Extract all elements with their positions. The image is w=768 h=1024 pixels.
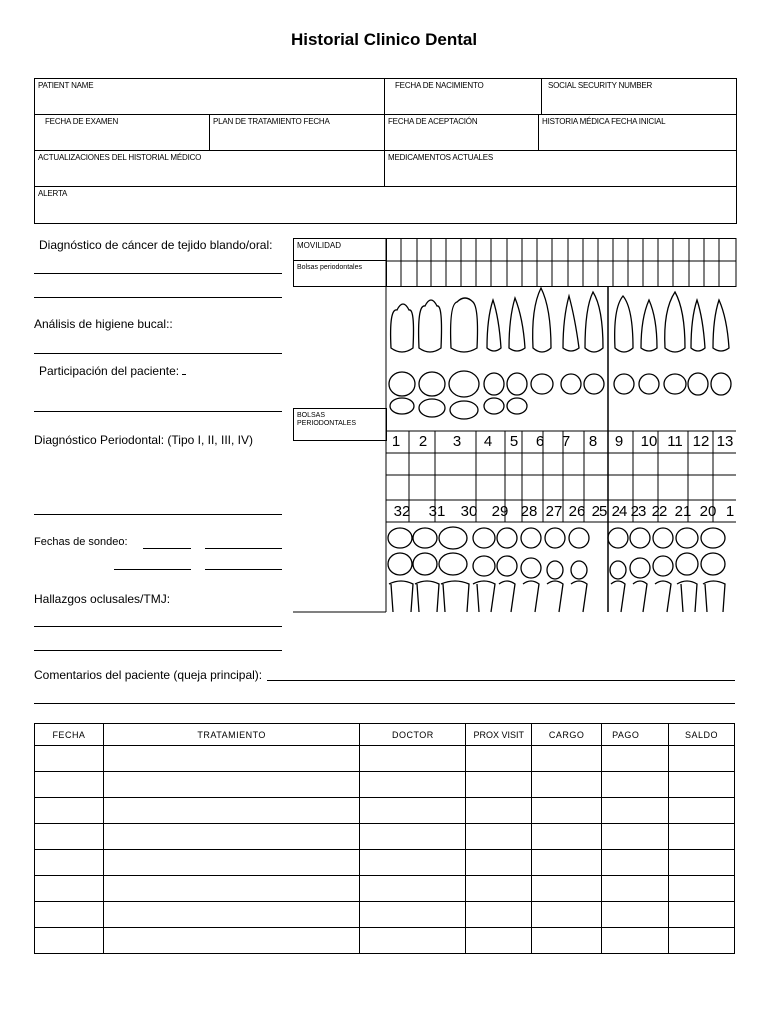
document-title: Historial Clinico Dental — [290, 30, 478, 49]
pockets-label-2: BOLSAS PERIODONTALES — [297, 412, 356, 427]
table-cell[interactable] — [669, 876, 735, 902]
tooth-number: 11 — [667, 433, 683, 450]
patient-participation-label — [39, 364, 186, 378]
occlusal-findings-label: Hallazgos oclusales/TMJ: — [34, 592, 171, 606]
table-cell[interactable] — [466, 746, 532, 772]
table-cell[interactable] — [466, 850, 532, 876]
tooth-number: 13 — [716, 433, 734, 450]
mobility-label: MOVILIDAD — [297, 241, 342, 250]
table-cell[interactable] — [466, 928, 532, 954]
tooth-number: 32 — [393, 503, 411, 520]
tooth-number: 1 — [725, 503, 735, 520]
cancer-line-1[interactable] — [34, 273, 282, 274]
history-updates-field[interactable] — [35, 151, 385, 187]
table-cell[interactable] — [669, 928, 735, 954]
table-row[interactable] — [35, 850, 735, 876]
tooth-number: 10 — [640, 433, 658, 450]
table-cell[interactable] — [35, 798, 104, 824]
tooth-number: 28 — [520, 503, 538, 520]
tooth-number: 23 — [630, 503, 646, 520]
table-cell[interactable] — [35, 902, 104, 928]
table-cell[interactable] — [532, 798, 602, 824]
tooth-number: 3 — [452, 433, 462, 450]
tooth-number: 24 — [611, 503, 627, 520]
table-cell[interactable] — [103, 928, 360, 954]
table-cell[interactable] — [360, 798, 466, 824]
tooth-number: 7 — [561, 433, 571, 450]
tooth-number: 8 — [588, 433, 598, 450]
table-cell[interactable] — [466, 798, 532, 824]
participation-text: Participación del paciente: — [39, 364, 180, 378]
table-cell[interactable] — [35, 850, 104, 876]
table-cell[interactable] — [103, 746, 360, 772]
tooth-number: 1 — [391, 433, 401, 450]
tooth-number: 31 — [428, 503, 446, 520]
exam-date-field[interactable] — [35, 115, 210, 151]
tooth-number: 5 — [509, 433, 519, 450]
acceptance-date-label: FECHA DE ACEPTACIÓN — [388, 117, 478, 126]
birthdate-label: FECHA DE NACIMIENTO — [395, 81, 484, 90]
participation-blank[interactable] — [182, 374, 186, 375]
table-cell[interactable] — [35, 824, 104, 850]
hygiene-line[interactable] — [34, 353, 282, 354]
table-row[interactable] — [35, 876, 735, 902]
table-cell[interactable] — [532, 824, 602, 850]
tooth-number: 29 — [491, 503, 509, 520]
table-cell[interactable] — [360, 902, 466, 928]
birthdate-field[interactable] — [385, 79, 542, 115]
tooth-number: 25 — [591, 503, 607, 520]
table-cell[interactable] — [602, 928, 669, 954]
probing-date-2[interactable] — [205, 548, 282, 549]
cancer-diagnosis-label: Diagnóstico de cáncer de tejido blando/oral: — [39, 238, 273, 252]
medical-history-label: HISTORIA MÉDICA FECHA INICIAL — [542, 117, 666, 126]
tooth-number: 12 — [692, 433, 710, 450]
table-cell[interactable] — [532, 746, 602, 772]
table-cell[interactable] — [466, 902, 532, 928]
acceptance-date-field[interactable] — [385, 115, 539, 151]
table-row[interactable] — [35, 902, 735, 928]
table-cell[interactable] — [360, 746, 466, 772]
treatment-plan-field[interactable] — [210, 115, 385, 151]
medical-history-field[interactable] — [539, 115, 736, 151]
patient-name-field[interactable] — [35, 79, 385, 115]
column-header: DOCTOR — [360, 724, 466, 746]
table-cell[interactable] — [532, 876, 602, 902]
table-row[interactable] — [35, 824, 735, 850]
table-cell[interactable] — [602, 798, 669, 824]
alert-label: ALERTA — [38, 189, 68, 198]
alert-field[interactable] — [35, 187, 736, 223]
table-cell[interactable] — [602, 876, 669, 902]
dental-chart — [293, 238, 738, 614]
tooth-number: 9 — [614, 433, 624, 450]
table-cell[interactable] — [669, 850, 735, 876]
table-cell[interactable] — [602, 824, 669, 850]
chart-grid — [293, 238, 736, 612]
tooth-number: 2 — [418, 433, 428, 450]
table-cell[interactable] — [669, 902, 735, 928]
table-cell[interactable] — [103, 876, 360, 902]
table-cell[interactable] — [669, 798, 735, 824]
column-header: FECHA — [35, 724, 104, 746]
table-cell[interactable] — [466, 824, 532, 850]
table-cell[interactable] — [532, 850, 602, 876]
table-cell[interactable] — [532, 772, 602, 798]
current-medications-field[interactable] — [385, 151, 736, 187]
table-cell[interactable] — [602, 902, 669, 928]
probing-dates-label: Fechas de sondeo: — [34, 536, 128, 548]
table-cell[interactable] — [532, 928, 602, 954]
tooth-number: 4 — [483, 433, 493, 450]
patient-comments-label: Comentarios del paciente (queja principal): — [34, 668, 263, 682]
table-header-row — [35, 724, 735, 746]
table-cell[interactable] — [35, 746, 104, 772]
table-cell[interactable] — [602, 746, 669, 772]
comments-line-2[interactable] — [34, 703, 735, 704]
upper-teeth — [389, 288, 731, 419]
periodontal-diagnosis-label: Diagnóstico Periodontal: (Tipo I, II, III, IV) — [34, 433, 253, 447]
tooth-number: 30 — [460, 503, 478, 520]
table-cell[interactable] — [466, 772, 532, 798]
table-cell[interactable] — [103, 850, 360, 876]
table-row[interactable] — [35, 772, 735, 798]
lower-teeth — [388, 527, 725, 612]
table-cell[interactable] — [669, 772, 735, 798]
table-row[interactable] — [35, 928, 735, 954]
table-cell[interactable] — [103, 902, 360, 928]
occlusal-line-2[interactable] — [34, 650, 282, 651]
table-cell[interactable] — [35, 876, 104, 902]
tooth-number: 22 — [651, 503, 667, 520]
tooth-number: 21 — [674, 503, 692, 520]
probing-date-1[interactable] — [143, 548, 191, 549]
probing-date-4[interactable] — [205, 569, 282, 570]
ssn-field[interactable] — [542, 79, 736, 115]
treatment-table — [34, 723, 735, 954]
column-header: CARGO — [532, 724, 602, 746]
column-header: TRATAMIENTO — [103, 724, 360, 746]
tooth-number: 20 — [699, 503, 717, 520]
table-cell[interactable] — [360, 928, 466, 954]
table-cell[interactable] — [669, 746, 735, 772]
tooth-number: 27 — [545, 503, 563, 520]
table-row[interactable] — [35, 798, 735, 824]
table-cell[interactable] — [466, 876, 532, 902]
table-cell[interactable] — [669, 824, 735, 850]
table-cell[interactable] — [602, 772, 669, 798]
table-cell[interactable] — [360, 850, 466, 876]
pockets-label: Bolsas periodontales — [297, 264, 362, 271]
table-cell[interactable] — [103, 824, 360, 850]
history-updates-label: ACTUALIZACIONES DEL HISTORIAL MÉDICO — [38, 153, 202, 162]
table-cell[interactable] — [602, 850, 669, 876]
column-header: PAGO — [602, 724, 669, 746]
participation-line[interactable] — [34, 411, 282, 412]
occlusal-line-1[interactable] — [34, 626, 282, 627]
tooth-number: 6 — [535, 433, 545, 450]
exam-date-label: FECHA DE EXAMEN — [45, 117, 119, 126]
table-cell[interactable] — [103, 772, 360, 798]
table-cell[interactable] — [532, 902, 602, 928]
table-cell[interactable] — [35, 772, 104, 798]
table-row[interactable] — [35, 746, 735, 772]
patient-header — [34, 78, 737, 224]
tooth-number: 26 — [568, 503, 586, 520]
periodontal-line[interactable] — [34, 514, 282, 515]
treatment-plan-label: PLAN DE TRATAMIENTO FECHA — [213, 117, 330, 126]
comments-line-1[interactable] — [267, 680, 735, 681]
table-cell[interactable] — [103, 798, 360, 824]
table-cell[interactable] — [360, 824, 466, 850]
column-header: SALDO — [669, 724, 735, 746]
table-cell[interactable] — [35, 928, 104, 954]
table-cell[interactable] — [360, 876, 466, 902]
column-header: PROX VISIT — [466, 724, 532, 746]
current-medications-label: MEDICAMENTOS ACTUALES — [388, 153, 494, 162]
patient-name-label: PATIENT NAME — [38, 81, 94, 90]
hygiene-analysis-label: Análisis de higiene bucal:: — [34, 317, 173, 331]
probing-date-3[interactable] — [114, 569, 191, 570]
ssn-label: SOCIAL SECURITY NUMBER — [548, 81, 653, 90]
table-cell[interactable] — [360, 772, 466, 798]
cancer-line-2[interactable] — [34, 297, 282, 298]
